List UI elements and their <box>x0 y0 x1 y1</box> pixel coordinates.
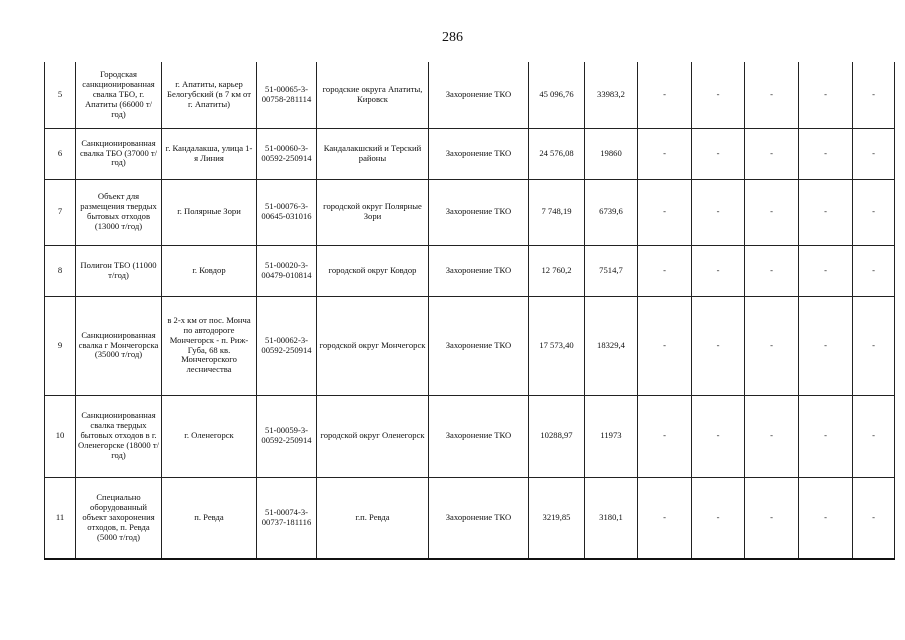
activity-cell: Захоронение ТКО <box>429 245 529 296</box>
facility-name-cell: Санкционированная свалка г Мончегорска (35000 т/год) <box>76 296 162 395</box>
empty-value-cell: - <box>692 179 745 245</box>
volume-value-cell: 3180,1 <box>585 477 638 559</box>
row-number-cell: 5 <box>45 62 76 128</box>
row-number-cell: 9 <box>45 296 76 395</box>
registry-number-cell: 51-00074-3-00737-181116 <box>257 477 317 559</box>
volume-value-cell: 19860 <box>585 128 638 179</box>
waste-facilities-table <box>44 62 895 560</box>
volume-value-cell: 7514,7 <box>585 245 638 296</box>
municipality-cell: г.п. Ревда <box>317 477 429 559</box>
empty-value-cell: - <box>853 128 895 179</box>
empty-value-cell: - <box>853 245 895 296</box>
facility-name-cell: Городская санкционированная свалка ТБО, г. Апатиты (66000 т/год) <box>76 62 162 128</box>
registry-number-cell: 51-00059-3-00592-250914 <box>257 395 317 477</box>
municipality-cell: городской округ Ковдор <box>317 245 429 296</box>
empty-value-cell: - <box>638 477 692 559</box>
row-number-cell: 7 <box>45 179 76 245</box>
activity-cell: Захоронение ТКО <box>429 296 529 395</box>
table-row <box>45 128 895 179</box>
facility-name-cell: Санкционированная свалка твердых бытовых отходов в г. Оленегорске (18000 т/год) <box>76 395 162 477</box>
empty-value-cell: - <box>745 477 799 559</box>
location-cell: в 2-х км от пос. Монча по автодороге Мончегорск - п. Риж-Губа, 68 кв. Мончегорского лесничества <box>162 296 257 395</box>
volume-value-cell: 6739,6 <box>585 179 638 245</box>
page-number: 286 <box>442 30 463 45</box>
location-cell: г. Оленегорск <box>162 395 257 477</box>
empty-value-cell: - <box>692 395 745 477</box>
volume-value-cell: 11973 <box>585 395 638 477</box>
capacity-value-cell: 45 096,76 <box>529 62 585 128</box>
empty-value-cell: - <box>745 62 799 128</box>
empty-value-cell: - <box>799 477 853 559</box>
table-row <box>45 245 895 296</box>
registry-number-cell: 51-00020-3-00479-010814 <box>257 245 317 296</box>
activity-cell: Захоронение ТКО <box>429 128 529 179</box>
volume-value-cell: 18329,4 <box>585 296 638 395</box>
empty-value-cell: - <box>692 128 745 179</box>
facility-name-cell: Полигон ТБО (11000 т/год) <box>76 245 162 296</box>
capacity-value-cell: 17 573,40 <box>529 296 585 395</box>
capacity-value-cell: 3219,85 <box>529 477 585 559</box>
empty-value-cell: - <box>638 395 692 477</box>
empty-value-cell: - <box>638 245 692 296</box>
empty-value-cell: - <box>745 395 799 477</box>
capacity-value-cell: 12 760,2 <box>529 245 585 296</box>
table-row <box>45 296 895 395</box>
empty-value-cell: - <box>799 128 853 179</box>
empty-value-cell: - <box>638 128 692 179</box>
activity-cell: Захоронение ТКО <box>429 62 529 128</box>
activity-cell: Захоронение ТКО <box>429 179 529 245</box>
empty-value-cell: - <box>853 296 895 395</box>
location-cell: г. Ковдор <box>162 245 257 296</box>
row-number-cell: 6 <box>45 128 76 179</box>
empty-value-cell: - <box>853 179 895 245</box>
empty-value-cell: - <box>692 62 745 128</box>
empty-value-cell: - <box>638 296 692 395</box>
registry-number-cell: 51-00076-3-00645-031016 <box>257 179 317 245</box>
location-cell: г. Кандалакша, улица 1-я Линия <box>162 128 257 179</box>
row-number-cell: 8 <box>45 245 76 296</box>
municipality-cell: городской округ Оленегорск <box>317 395 429 477</box>
empty-value-cell: - <box>853 395 895 477</box>
volume-value-cell: 33983,2 <box>585 62 638 128</box>
table-row <box>45 179 895 245</box>
empty-value-cell: - <box>692 477 745 559</box>
facility-name-cell: Объект для размещения твердых бытовых отходов (13000 т/год) <box>76 179 162 245</box>
location-cell: г. Апатиты, карьер Белогубский (в 7 км от г. Апатиты) <box>162 62 257 128</box>
empty-value-cell: - <box>799 296 853 395</box>
facility-name-cell: Санкционированная свалка ТБО (37000 т/год) <box>76 128 162 179</box>
empty-value-cell: - <box>745 296 799 395</box>
table-row <box>45 477 895 559</box>
registry-number-cell: 51-00065-3-00758-281114 <box>257 62 317 128</box>
empty-value-cell: - <box>638 62 692 128</box>
empty-value-cell: - <box>799 245 853 296</box>
table-row <box>45 62 895 128</box>
empty-value-cell: - <box>692 296 745 395</box>
capacity-value-cell: 24 576,08 <box>529 128 585 179</box>
empty-value-cell: - <box>745 245 799 296</box>
empty-value-cell: - <box>853 477 895 559</box>
empty-value-cell: - <box>638 179 692 245</box>
table-body <box>45 62 895 559</box>
row-number-cell: 11 <box>45 477 76 559</box>
municipality-cell: городской округ Мончегорск <box>317 296 429 395</box>
capacity-value-cell: 7 748,19 <box>529 179 585 245</box>
row-number-cell: 10 <box>45 395 76 477</box>
facility-name-cell: Специально оборудованный объект захоронения отходов, п. Ревда (5000 т/год) <box>76 477 162 559</box>
empty-value-cell: - <box>692 245 745 296</box>
location-cell: п. Ревда <box>162 477 257 559</box>
location-cell: г. Полярные Зори <box>162 179 257 245</box>
registry-number-cell: 51-00062-3-00592-250914 <box>257 296 317 395</box>
empty-value-cell: - <box>853 62 895 128</box>
empty-value-cell: - <box>799 395 853 477</box>
registry-number-cell: 51-00060-3-00592-250914 <box>257 128 317 179</box>
empty-value-cell: - <box>799 62 853 128</box>
municipality-cell: городской округ Полярные Зори <box>317 179 429 245</box>
activity-cell: Захоронение ТКО <box>429 477 529 559</box>
empty-value-cell: - <box>799 179 853 245</box>
empty-value-cell: - <box>745 128 799 179</box>
municipality-cell: городские округа Апатиты, Кировск <box>317 62 429 128</box>
table-row <box>45 395 895 477</box>
empty-value-cell: - <box>745 179 799 245</box>
capacity-value-cell: 10288,97 <box>529 395 585 477</box>
municipality-cell: Кандалакшский и Терский районы <box>317 128 429 179</box>
activity-cell: Захоронение ТКО <box>429 395 529 477</box>
